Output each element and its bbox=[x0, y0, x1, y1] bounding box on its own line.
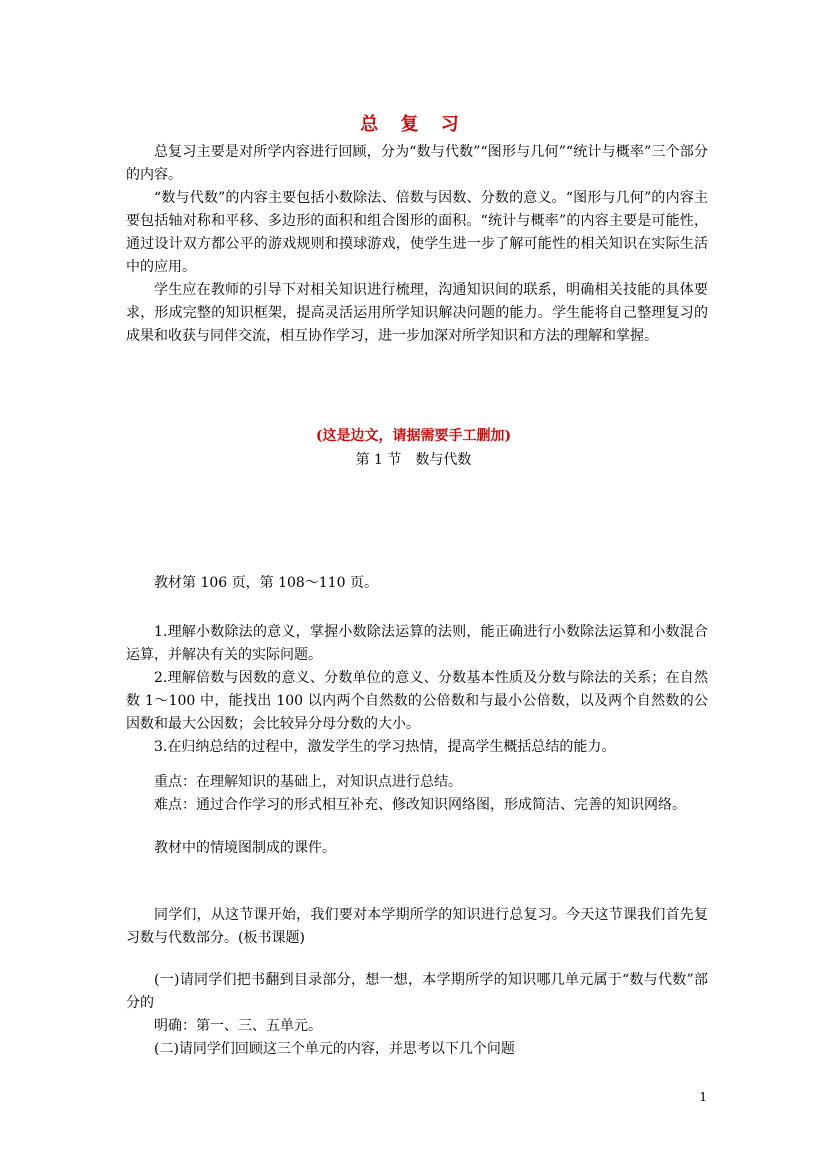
lesson-intro-section bbox=[126, 904, 708, 950]
goal-item: 1.理解小数除法的意义，掌握小数除法运算的法则，能正确进行小数除法运算和小数混合运算，并解决有关的实际问题。 bbox=[126, 624, 708, 663]
key-point: 重点：在理解知识的基础上，对知识点进行总结。 bbox=[154, 774, 462, 790]
section-title: 第 1 节 数与代数 bbox=[355, 452, 472, 468]
page-title: 总 复 习 bbox=[360, 114, 467, 135]
materials-section bbox=[126, 837, 708, 860]
textbook-text: 教材第 106 页，第 108～110 页。 bbox=[154, 575, 378, 591]
step-one: (一)请同学们把书翻到目录部分，想一想，本学期所学的知识哪几单元属于“数与代数”部分的 bbox=[126, 972, 708, 1011]
lesson-intro-text: 同学们，从这节课开始，我们要对本学期所学的知识进行总复习。今天这节课我们首先复习数与代数部分。(板书课题) bbox=[126, 907, 708, 946]
activity-section bbox=[126, 969, 708, 1061]
goal-item: 2.理解倍数与因数的意义、分数单位的意义、分数基本性质及分数与除法的关系；在自然数 1～100 中，能找出 100 以内两个自然数的公倍数和与最小公倍数，以及两个自然数的公因数和最大公因数；会比较异分母分数的大小。 bbox=[126, 670, 708, 732]
intro-paragraph: “数与代数”的内容主要包括小数除法、倍数与因数、分数的意义。“图形与几何”的内容主要包括轴对称和平移、多边形的面积和组合图形的面积。“统计与概率”的内容主要是可能性，通过设计双方都公平的游戏规则和摸球游戏，使学生进一步了解可能性的相关知识在实际生活中的应用。 bbox=[126, 190, 708, 275]
goals-section bbox=[126, 621, 708, 759]
clarify-text: 明确：第一、三、五单元。 bbox=[154, 1018, 322, 1034]
key-points-section bbox=[126, 771, 708, 817]
goal-item: 3.在归纳总结的过程中，激发学生的学习热情，提高学生概括总结的能力。 bbox=[154, 739, 616, 755]
difficulty-point: 难点：通过合作学习的形式相互补充、修改知识网络图，形成简洁、完善的知识网络。 bbox=[154, 797, 686, 813]
intro-paragraph: 学生应在教师的引导下对相关知识进行梳理，沟通知识间的联系，明确相关技能的具体要求，形成完整的知识框架，提高灵活运用所学知识解决问题的能力。学生能将自己整理复习的成果和收获与同伴交流，相互协作学习，进一步加深对所学知识和方法的理解和掌握。 bbox=[126, 282, 708, 344]
intro-paragraph: 总复习主要是对所学内容进行回顾，分为“数与代数”“图形与几何”“统计与概率”三个部分的内容。 bbox=[126, 144, 708, 183]
intro-section bbox=[126, 141, 708, 348]
materials-text: 教材中的情境图制成的课件。 bbox=[154, 840, 336, 856]
page-number: 1 bbox=[699, 1090, 707, 1104]
separator-note: (这是边文，请据需要手工删加) bbox=[315, 428, 512, 444]
step-two: (二)请同学们回顾这三个单元的内容，并思考以下几个问题 bbox=[154, 1041, 515, 1057]
textbook-pages bbox=[126, 572, 708, 595]
